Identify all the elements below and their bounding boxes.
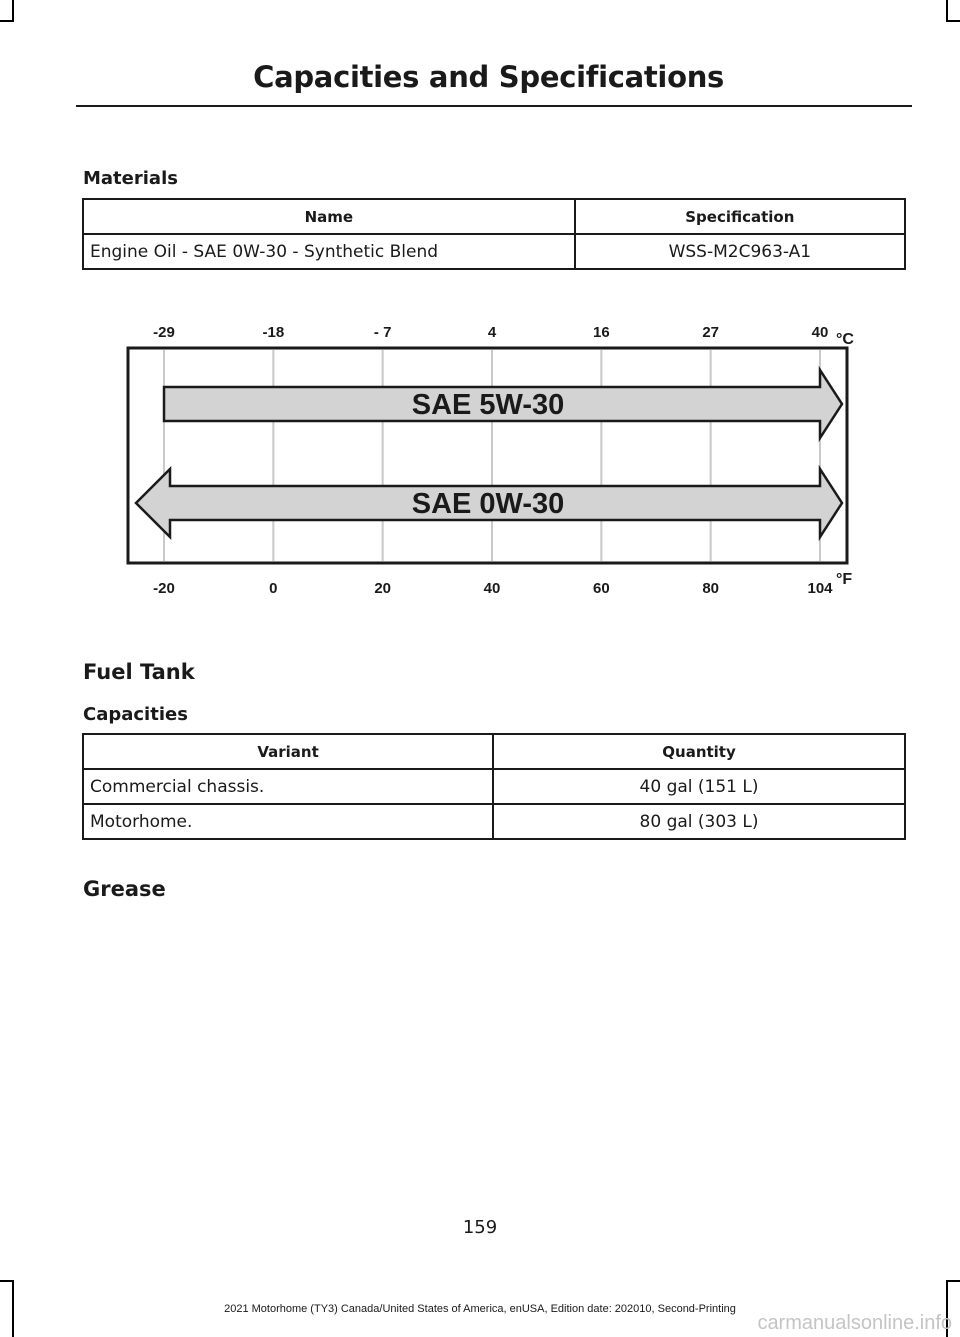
material-name-cell: Engine Oil - SAE 0W-30 - Synthetic Blend (83, 234, 575, 269)
fahrenheit-tick-label: 20 (374, 580, 392, 597)
celsius-unit-label: °C (836, 331, 854, 348)
crop-mark (946, 20, 960, 22)
viscosity-grade-label: SAE 5W-30 (411, 389, 565, 421)
grease-heading: Grease (83, 877, 166, 901)
variant-cell: Motorhome. (83, 804, 493, 839)
fahrenheit-tick-label: 80 (702, 580, 720, 597)
watermark: carmanualsonline.info (757, 1312, 952, 1334)
materials-heading: Materials (83, 168, 178, 189)
fuel-tank-heading: Fuel Tank (83, 660, 195, 684)
celsius-tick-label: 4 (487, 324, 497, 341)
variant-cell: Commercial chassis. (83, 769, 493, 804)
column-header-variant: Variant (83, 734, 493, 769)
table-row (83, 234, 905, 269)
crop-mark (946, 1280, 960, 1282)
celsius-tick-label: -29 (153, 324, 175, 341)
fahrenheit-tick-label: 0 (269, 580, 278, 597)
materials-table (82, 198, 906, 270)
celsius-tick-label: -18 (262, 324, 285, 341)
celsius-tick-label: 16 (592, 324, 610, 341)
fuel-capacities-table (82, 733, 906, 840)
viscosity-grade-label: SAE 0W-30 (411, 488, 565, 520)
oil-viscosity-chart (120, 310, 860, 610)
quantity-cell: 80 gal (303 L) (493, 804, 905, 839)
crop-mark (0, 1280, 14, 1282)
fahrenheit-unit-label: °F (836, 571, 853, 588)
celsius-axis (153, 324, 828, 341)
table-row (83, 769, 905, 804)
table-header-row (83, 734, 905, 769)
column-header-specification: Specification (575, 199, 905, 234)
page-number: 159 (462, 1217, 498, 1238)
fahrenheit-tick-label: 104 (807, 580, 833, 597)
title-divider (76, 105, 912, 107)
quantity-cell: 40 gal (151 L) (493, 769, 905, 804)
celsius-tick-label: 27 (702, 324, 720, 341)
column-header-name: Name (83, 199, 575, 234)
fahrenheit-axis (153, 580, 833, 597)
fahrenheit-tick-label: -20 (153, 580, 175, 597)
crop-mark (12, 0, 14, 22)
celsius-tick-label: 40 (811, 324, 829, 341)
celsius-tick-label: - 7 (373, 324, 392, 341)
column-header-quantity: Quantity (493, 734, 905, 769)
crop-mark (0, 20, 14, 22)
table-row (83, 804, 905, 839)
chart-frame (128, 348, 847, 563)
capacities-heading: Capacities (83, 704, 188, 725)
fahrenheit-tick-label: 60 (592, 580, 610, 597)
page-title: Capacities and Specifications (253, 60, 724, 94)
material-spec-cell: WSS-M2C963-A1 (575, 234, 905, 269)
table-header-row (83, 199, 905, 234)
footer-edition-text: 2021 Motorhome (TY3) Canada/United States of America, enUSA, Edition date: 202010, Second-Printing (224, 1303, 736, 1315)
fahrenheit-tick-label: 40 (483, 580, 501, 597)
crop-mark (946, 0, 948, 22)
